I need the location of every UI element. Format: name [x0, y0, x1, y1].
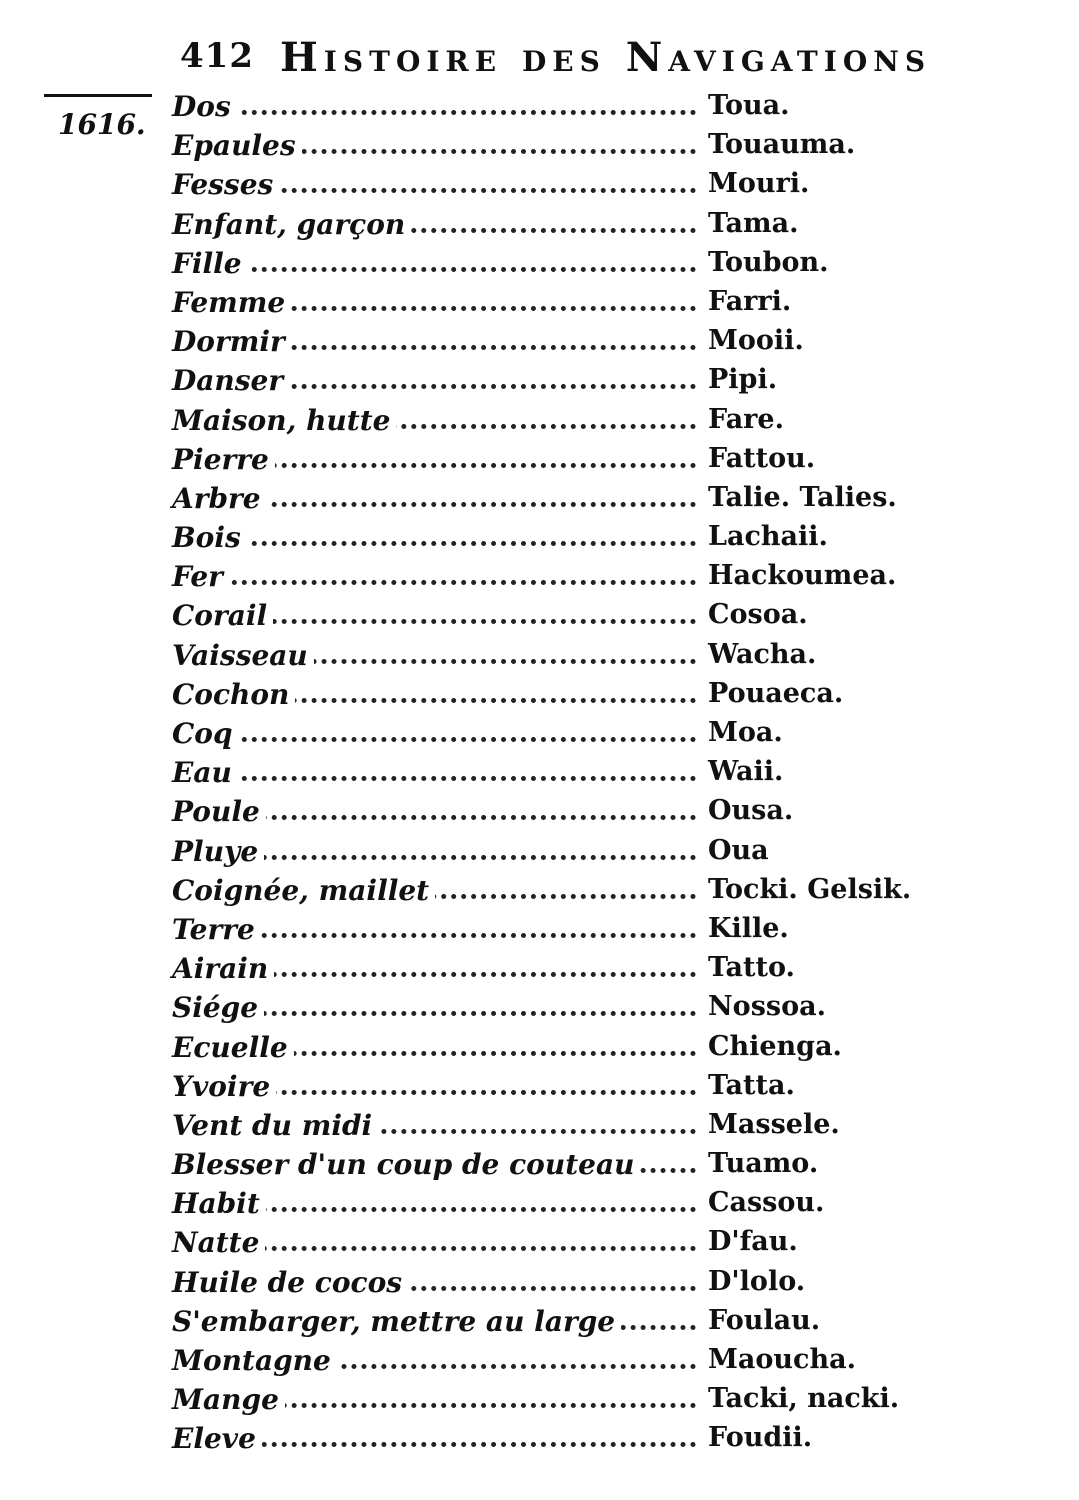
- french-word: Maison, hutte: [172, 404, 396, 437]
- vocabulary-entry: [172, 517, 912, 556]
- french-word: Epaules: [172, 129, 302, 162]
- vocabulary-entry: [172, 1027, 912, 1066]
- dot-leader: [172, 776, 696, 781]
- french-word: Eleve: [172, 1422, 262, 1455]
- native-word: Touauma.: [708, 129, 856, 161]
- vocabulary-entry: [172, 164, 912, 203]
- vocabulary-entry: [172, 86, 912, 125]
- vocabulary-entry: [172, 948, 912, 987]
- vocabulary-entry: [172, 1301, 912, 1340]
- french-word: Airain: [172, 952, 274, 985]
- french-word: Vaisseau: [172, 639, 314, 672]
- dot-leader: [172, 737, 696, 742]
- french-word: Eau: [172, 756, 238, 789]
- french-word: Fesses: [172, 168, 279, 201]
- vocabulary-entry: [172, 987, 912, 1026]
- running-header: [180, 34, 960, 84]
- french-word: Dos: [172, 90, 237, 123]
- native-word: Cosoa.: [708, 599, 808, 631]
- french-word: Pluye: [172, 835, 264, 868]
- native-word: Tuamo.: [708, 1148, 819, 1180]
- french-word: Terre: [172, 913, 261, 946]
- dot-leader: [172, 110, 696, 115]
- native-word: Mooii.: [708, 325, 804, 357]
- native-word: Foudii.: [708, 1422, 813, 1454]
- native-word: Hackoumea.: [708, 560, 897, 592]
- vocabulary-entry: [172, 282, 912, 321]
- french-word: Poule: [172, 795, 266, 828]
- native-word: Farri.: [708, 285, 792, 317]
- native-word: Tocki. Gelsik.: [708, 873, 912, 905]
- vocabulary-entry: [172, 831, 912, 870]
- native-word: Talie. Talies.: [708, 481, 897, 513]
- french-word: Bois: [172, 521, 247, 554]
- running-title: Histoire des Navigations: [280, 34, 932, 81]
- french-word: Coignée, maillet: [172, 874, 435, 907]
- vocabulary-entry: [172, 243, 912, 282]
- vocabulary-entry: [172, 674, 912, 713]
- dot-leader: [172, 541, 696, 546]
- vocabulary-entry: [172, 1418, 912, 1457]
- native-word: Mouri.: [708, 168, 810, 200]
- vocabulary-list: [172, 86, 912, 1458]
- native-word: Fattou.: [708, 442, 816, 474]
- french-word: Dormir: [172, 325, 291, 358]
- vocabulary-entry: [172, 1222, 912, 1261]
- vocabulary-entry: [172, 870, 912, 909]
- french-word: Corail: [172, 599, 273, 632]
- vocabulary-entry: [172, 752, 912, 791]
- vocabulary-entry: [172, 478, 912, 517]
- native-word: Tacki, nacki.: [708, 1383, 900, 1415]
- vocabulary-entry: [172, 556, 912, 595]
- native-word: Pipi.: [708, 364, 778, 396]
- french-word: Enfant, garçon: [172, 208, 411, 241]
- vocabulary-entry: [172, 321, 912, 360]
- native-word: Foulau.: [708, 1304, 821, 1336]
- native-word: D'fau.: [708, 1226, 798, 1258]
- vocabulary-entry: [172, 595, 912, 634]
- vocabulary-entry: [172, 1379, 912, 1418]
- native-word: Pouaeca.: [708, 677, 844, 709]
- native-word: Moa.: [708, 717, 783, 748]
- french-word: Femme: [172, 286, 291, 319]
- native-word: Wacha.: [708, 638, 817, 670]
- french-word: Huile de cocos: [172, 1266, 408, 1299]
- vocabulary-entry: [172, 791, 912, 830]
- vocabulary-entry: [172, 909, 912, 948]
- french-word: Mange: [172, 1383, 285, 1416]
- native-word: Ousa.: [708, 795, 794, 827]
- vocabulary-entry: [172, 125, 912, 164]
- native-word: Toubon.: [708, 246, 829, 278]
- french-word: Cochon: [172, 678, 295, 711]
- french-word: Natte: [172, 1226, 265, 1259]
- vocabulary-entry: [172, 204, 912, 243]
- native-word: Lachaii.: [708, 521, 828, 553]
- vocabulary-entry: [172, 400, 912, 439]
- french-word: Habit: [172, 1187, 266, 1220]
- native-word: Waii.: [708, 756, 784, 788]
- native-word: Nossoa.: [708, 991, 826, 1023]
- french-word: Danser: [172, 364, 289, 397]
- margin-rule: [44, 94, 152, 97]
- french-word: Vent du midi: [172, 1109, 378, 1142]
- vocabulary-entry: [172, 1340, 912, 1379]
- vocabulary-entry: [172, 439, 912, 478]
- vocabulary-entry: [172, 1183, 912, 1222]
- dot-leader: [172, 267, 696, 272]
- french-word: Arbre: [172, 482, 267, 515]
- french-word: Yvoire: [172, 1070, 276, 1103]
- vocabulary-entry: [172, 1144, 912, 1183]
- native-word: Tama.: [708, 207, 799, 239]
- native-word: Cassou.: [708, 1187, 825, 1219]
- french-word: Fille: [172, 247, 248, 280]
- vocabulary-entry: [172, 360, 912, 399]
- french-word: S'embarger, mettre au large: [172, 1305, 621, 1338]
- native-word: D'lolo.: [708, 1265, 806, 1297]
- french-word: Siége: [172, 991, 264, 1024]
- french-word: Blesser d'un coup de couteau: [172, 1148, 640, 1181]
- native-word: Fare.: [708, 403, 784, 435]
- french-word: Coq: [172, 717, 239, 750]
- native-word: Kille.: [708, 912, 789, 944]
- margin-year: 1616.: [58, 108, 146, 141]
- french-word: Fer: [172, 560, 229, 593]
- native-word: Maoucha.: [708, 1344, 856, 1375]
- vocabulary-entry: [172, 1066, 912, 1105]
- vocabulary-entry: [172, 713, 912, 752]
- french-word: Ecuelle: [172, 1031, 294, 1064]
- vocabulary-entry: [172, 635, 912, 674]
- vocabulary-entry: [172, 1105, 912, 1144]
- native-word: Chienga.: [708, 1030, 842, 1062]
- dot-leader: [172, 580, 696, 585]
- page-number: 412: [180, 36, 254, 76]
- vocabulary-entry: [172, 1262, 912, 1301]
- french-word: Montagne: [172, 1344, 337, 1377]
- french-word: Pierre: [172, 443, 275, 476]
- native-word: Tatto.: [708, 952, 795, 984]
- native-word: Massele.: [708, 1108, 840, 1140]
- native-word: Oua: [708, 834, 769, 866]
- native-word: Tatta.: [708, 1069, 795, 1101]
- native-word: Toua.: [708, 90, 790, 121]
